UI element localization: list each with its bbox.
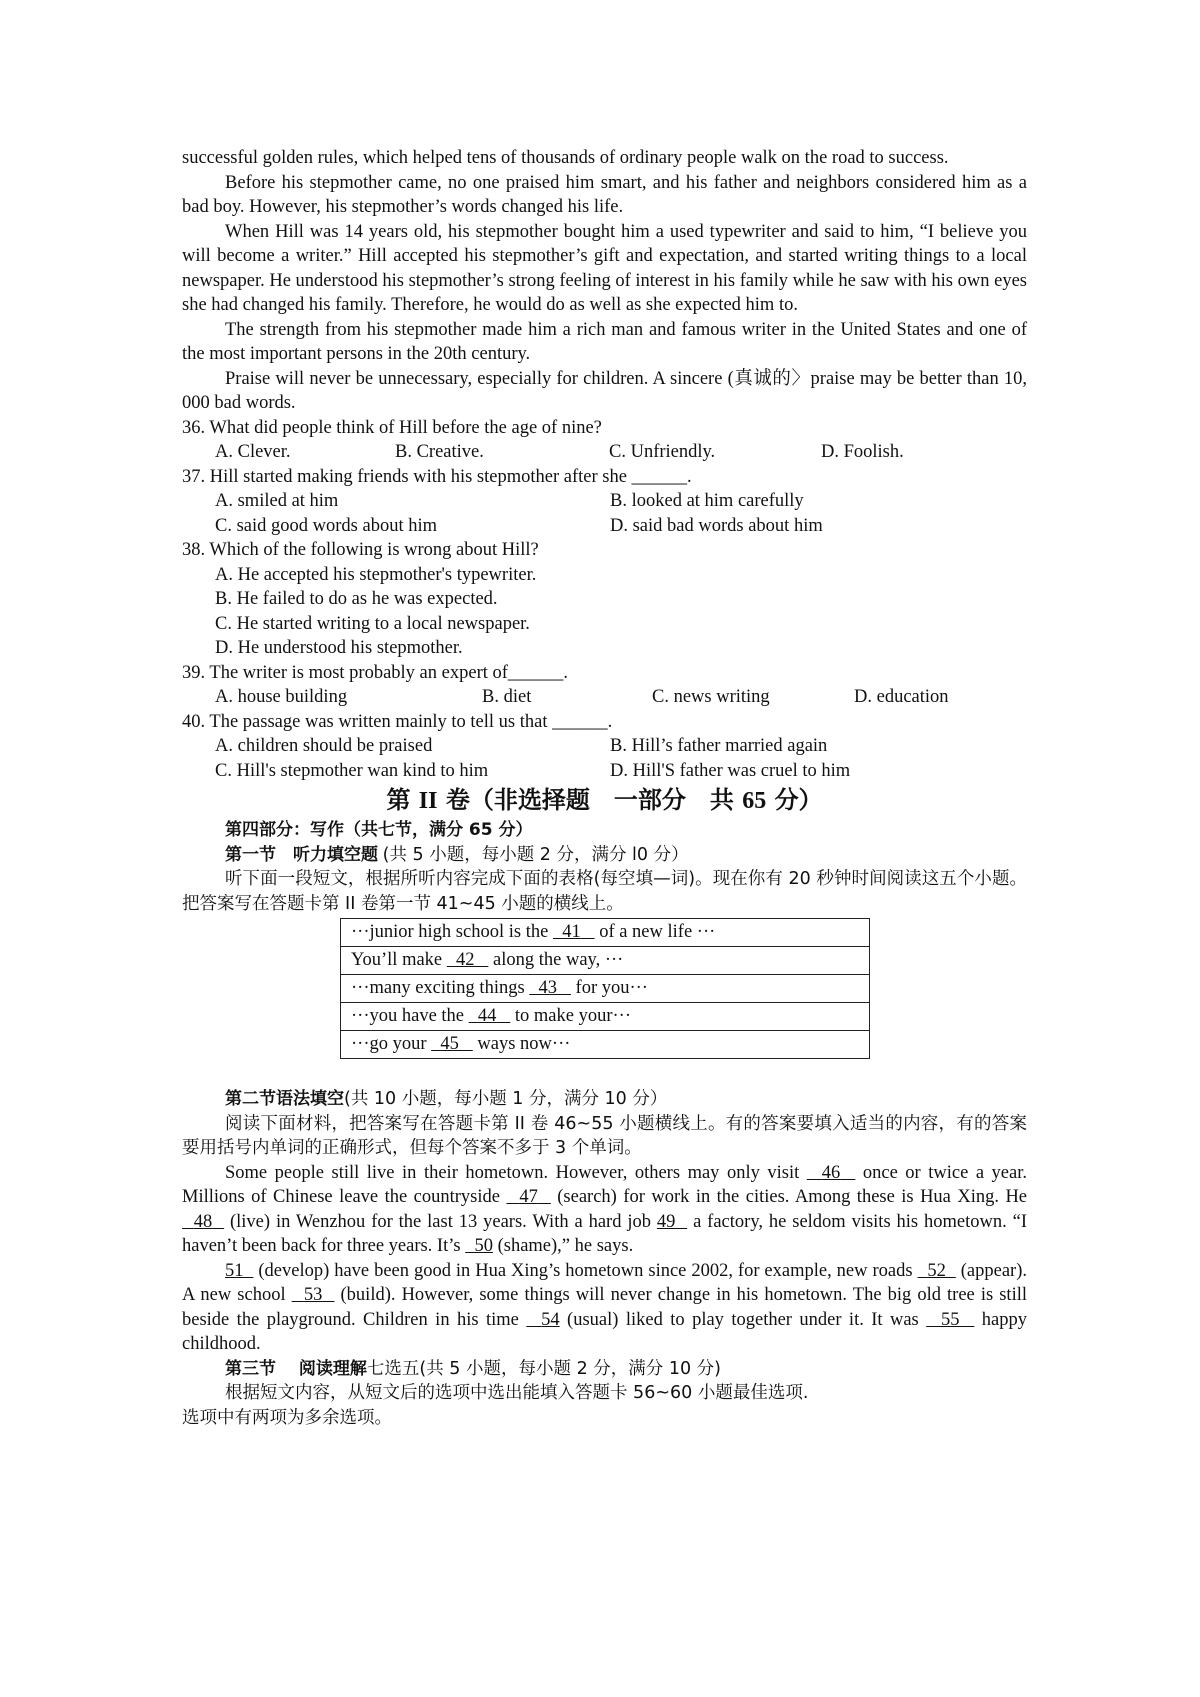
answer-blank — [526, 1310, 559, 1330]
section3-title: 第三节 阅读理解 — [225, 1358, 367, 1379]
option: D. He understood his stepmother. — [215, 638, 463, 658]
table-cell — [341, 947, 870, 975]
option: A. house building — [215, 687, 348, 707]
option: C. Hill's stepmother wan kind to him — [215, 760, 489, 781]
answer-blank — [657, 1212, 687, 1232]
section2-heading — [182, 1087, 1027, 1112]
blank-number: 54 — [541, 1309, 560, 1330]
text-run: (usual) liked to play together under it. It was — [559, 1309, 927, 1330]
cell-text: You’ll make — [351, 950, 447, 971]
passage-paragraph: Praise will never be unnecessary, especially for children. A sincere (真诚的〉praise may be better than 10, 000 bad words. — [182, 368, 1027, 413]
section3-rule: 七选五(共 5 小题，每小题 2 分，满分 10 分) — [366, 1358, 721, 1379]
answer-blank — [469, 1006, 511, 1026]
blank-number: 42 — [456, 950, 475, 971]
section2-title: 第二节语法填空 — [225, 1089, 344, 1109]
title-part: 第 — [386, 786, 411, 814]
table-cell — [341, 975, 870, 1003]
cell-text: ways now··· — [472, 1034, 571, 1055]
option: B. looked at him carefully — [610, 491, 804, 511]
passage-paragraph: The strength from his stepmother made him a rich man and famous writer in the United States and one of the most important persons in the 20th century. — [182, 319, 1027, 364]
text-run: Some people still live in their hometown. However, others may only visit — [225, 1162, 807, 1183]
text-run: (shame),” he says. — [492, 1236, 634, 1256]
option: A. smiled at him — [215, 491, 339, 511]
answer-blank — [807, 1163, 856, 1183]
blank-number: 47 — [519, 1187, 538, 1207]
answer-blank — [506, 1187, 550, 1207]
section2-rule: (共 10 小题，每小题 1 分，满分 10 分） — [344, 1089, 668, 1109]
text-run: (build). However, some things will never change in his hometown. The big old tree is still beside the playground. Children in his time — [182, 1285, 1027, 1330]
part-heading — [182, 818, 1027, 843]
spacer — [182, 1059, 1027, 1087]
table-row — [341, 919, 870, 947]
cell-text: ···many exciting things — [351, 978, 530, 999]
roman-numeral: II — [418, 788, 438, 814]
answer-blank — [182, 1212, 224, 1232]
table-row — [341, 947, 870, 975]
blank-number: 41 — [562, 922, 581, 943]
option: A. children should be praised — [215, 736, 433, 756]
score-number: 65 — [742, 788, 767, 814]
section2-instructions: 阅读下面材料，把答案写在答题卡第 II 卷 46~55 小题横线上。有的答案要填入适当的内容，有的答案要用括号内单词的正确形式，但每个答案不多于 3 个单词。 — [182, 1113, 1027, 1158]
exam-page — [182, 146, 1027, 1430]
option: C. Unfriendly. — [609, 442, 716, 462]
option: D. Hill'S father was cruel to him — [610, 760, 851, 781]
question-stem: 38. Which of the following is wrong about Hill? — [182, 540, 539, 560]
cell-text: along the way, ··· — [488, 950, 624, 971]
cell-text: ···you have the — [351, 1006, 469, 1027]
answer-blank — [225, 1261, 253, 1281]
section3-instructions: 根据短文内容，从短文后的选项中选出能填入答题卡 56~60 小题最佳选项. — [225, 1383, 809, 1403]
options-row — [182, 440, 1027, 465]
option: D. education — [854, 687, 949, 707]
title-part: 分） — [774, 786, 823, 814]
blank-number: 52 — [927, 1260, 946, 1281]
table-row — [341, 975, 870, 1003]
cell-text: to make your··· — [510, 1006, 631, 1027]
answer-blank — [465, 1236, 493, 1256]
section3-instructions: 选项中有两项为多余选项。 — [182, 1407, 392, 1428]
grammar-paragraph — [182, 1259, 1027, 1357]
table-row — [341, 1003, 870, 1031]
section-title — [182, 785, 1027, 816]
section1-instructions: 听下面一段短文，根据所听内容完成下面的表格(每空填—词)。现在你有 20 秒钟时间阅读这五个小题。把答案写在答题卡第 II 卷第一节 41~45 小题的横线上。 — [182, 869, 1027, 914]
cell-text: ···junior high school is the — [351, 922, 553, 943]
section1-heading — [182, 843, 1027, 868]
answer-blank — [917, 1261, 955, 1281]
table-row — [341, 1031, 870, 1059]
answer-blank — [447, 950, 489, 970]
options-row — [182, 489, 1027, 514]
text-run: a factory, he seldom visits his hometown. “I haven’t been back for three years. It’s — [182, 1211, 1028, 1256]
option: B. diet — [482, 687, 532, 707]
section1-rule: (共 5 小题，每小题 2 分，满分 l0 分） — [382, 844, 689, 865]
table-cell — [341, 1003, 870, 1031]
question-stem: 39. The writer is most probably an expert of______. — [182, 662, 569, 683]
blank-number: 51 — [225, 1260, 244, 1281]
blank-number: 48 — [193, 1211, 213, 1232]
blank-number: 46 — [821, 1162, 841, 1183]
text-run: (appear). A new school — [182, 1260, 1027, 1305]
answer-blank — [292, 1285, 335, 1305]
blank-number: 49 — [656, 1211, 676, 1232]
cell-text: for you··· — [570, 978, 648, 999]
answer-blank — [431, 1034, 473, 1054]
cell-text: of a new life ··· — [594, 922, 716, 943]
passage-paragraph: When Hill was 14 years old, his stepmother bought him a used typewriter and said to him, “I believe you will become a writer.” Hill accepted his stepmother’s gift and expectation, and started writing things to a local newspaper. He understood his stepmother’s strong feeling of interest in his family while he saw with his own eyes she had changed his family. Therefore, he would do as well as she expected him to. — [182, 221, 1027, 315]
section1-title: 第一节 听力填空题 — [225, 844, 378, 865]
table-cell — [341, 1031, 870, 1059]
options-row — [182, 685, 1027, 710]
part-heading-text: 第四部分：写作（共七节，满分 65 分） — [225, 820, 533, 840]
question-stem: 40. The passage was written mainly to tell us that ______. — [182, 711, 613, 732]
question-stem: 37. Hill started making friends with his stepmother after she ______. — [182, 466, 692, 487]
option: B. Creative. — [395, 442, 484, 462]
blank-number: 50 — [474, 1236, 493, 1256]
text-run: (search) for work in the cities. Among these is Hua Xing. He — [550, 1187, 1028, 1207]
blank-number: 53 — [303, 1285, 323, 1305]
passage-paragraph: Before his stepmother came, no one praised him smart, and his father and neighbors considered him as a bad boy. However, his stepmother’s words changed his life. — [182, 172, 1027, 217]
option: D. Foolish. — [821, 442, 904, 462]
grammar-paragraph — [182, 1161, 1027, 1259]
option: B. Hill’s father married again — [610, 736, 828, 756]
text-run: (develop) have been good in Hua Xing’s hometown since 2002, for example, new roads — [253, 1260, 918, 1281]
option: A. Clever. — [215, 442, 291, 462]
table-cell — [341, 919, 870, 947]
text-run: once or twice a year. Millions of Chinese leave the countryside — [182, 1162, 1027, 1207]
blank-number: 44 — [477, 1006, 497, 1027]
question-stem: 36. What did people think of Hill before the age of nine? — [182, 417, 602, 438]
answer-blank — [926, 1310, 974, 1330]
option: C. said good words about him — [215, 515, 437, 536]
option: B. He failed to do as he was expected. — [215, 589, 498, 609]
options-row — [182, 734, 1027, 759]
title-part: 卷（非选择题 一部分 共 — [445, 786, 734, 814]
blank-number: 43 — [538, 978, 558, 999]
text-run: (live) in Wenzhou for the last 13 years. With a hard job — [224, 1211, 657, 1232]
options-row — [182, 514, 1027, 539]
cell-text: ···go your — [351, 1034, 432, 1055]
listening-table — [340, 918, 870, 1059]
options-row — [182, 759, 1027, 784]
text-run: happy childhood. — [182, 1309, 1027, 1354]
blank-number: 45 — [440, 1034, 459, 1055]
blank-number: 55 — [941, 1309, 960, 1330]
option: D. said bad words about him — [610, 515, 823, 536]
answer-blank — [553, 922, 595, 942]
section3-heading — [182, 1357, 1027, 1382]
option: C. news writing — [652, 687, 770, 707]
option: C. He started writing to a local newspaper. — [215, 613, 530, 634]
passage-paragraph: successful golden rules, which helped tens of thousands of ordinary people walk on the road to success. — [182, 148, 949, 168]
option: A. He accepted his stepmother's typewriter. — [215, 564, 537, 585]
answer-blank — [529, 978, 571, 998]
